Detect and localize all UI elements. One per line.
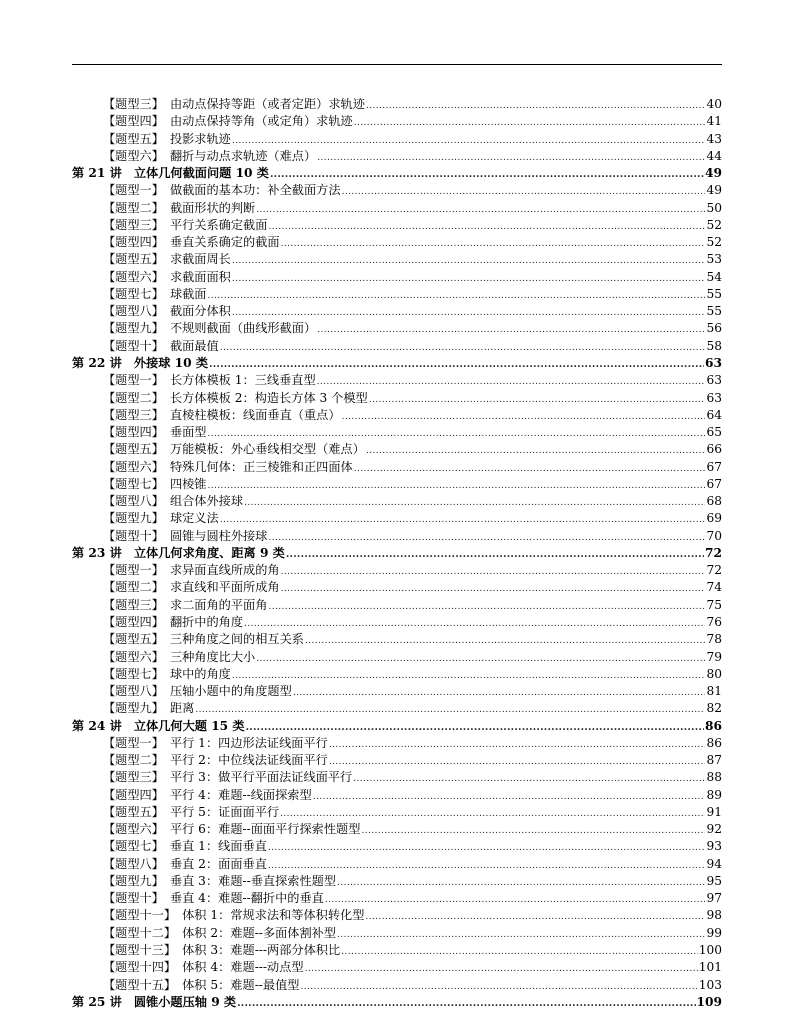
- page-number: 55: [706, 304, 722, 319]
- toc-label: [103, 562, 280, 579]
- question-type-tag: 【题型六】: [103, 148, 164, 163]
- toc-title: 平行 4：难题--线面探索型: [169, 787, 312, 802]
- page-number: 41: [706, 114, 722, 129]
- toc-entry-row[interactable]: [72, 562, 722, 579]
- toc-title: 做截面的基本功：补全截面方法: [169, 183, 341, 198]
- page-number: 89: [706, 787, 722, 802]
- page-number: 99: [706, 925, 722, 940]
- toc-entry-row[interactable]: [72, 424, 722, 441]
- toc-label: [103, 873, 336, 890]
- toc-title: 立体几何截面问题 10 类: [133, 166, 269, 181]
- question-type-tag: 【题型六】: [103, 269, 164, 284]
- question-type-tag: 【题型八】: [103, 856, 164, 871]
- toc-label: [103, 925, 336, 942]
- toc-title: 翻折中的角度: [169, 614, 244, 629]
- toc-entry-row[interactable]: [72, 131, 722, 148]
- toc-title: 由动点保持等角（或定角）求轨迹: [169, 114, 353, 129]
- toc-title: 压轴小题中的角度题型: [169, 684, 292, 699]
- question-type-tag: 【题型二】: [103, 580, 164, 595]
- question-type-tag: 【题型七】: [103, 286, 164, 301]
- question-type-tag: 【题型七】: [103, 839, 164, 854]
- toc-title: 平行 6：难题--面面平行探索性题型: [169, 822, 361, 837]
- page-number: 44: [706, 148, 722, 163]
- toc-title: 垂直 3：难题--垂直探索性题型: [169, 873, 337, 888]
- toc-label: [103, 510, 219, 527]
- chapter-number: 第 25 讲: [72, 994, 122, 1009]
- question-type-tag: 【题型十二】: [103, 925, 177, 940]
- question-type-tag: 【题型七】: [103, 476, 164, 491]
- toc-entry-row[interactable]: [72, 735, 722, 752]
- toc-label: [103, 148, 316, 165]
- toc-entry-row[interactable]: [72, 251, 722, 268]
- toc-label: [103, 372, 316, 389]
- toc-entry-row[interactable]: [72, 769, 722, 786]
- question-type-tag: 【题型五】: [103, 632, 164, 647]
- toc-entry-row[interactable]: [72, 234, 722, 251]
- toc-chapter-row[interactable]: [72, 165, 722, 182]
- dot-leader: [286, 546, 704, 563]
- toc-entry-row[interactable]: [72, 320, 722, 337]
- question-type-tag: 【题型三】: [103, 407, 164, 422]
- page-number: 92: [706, 822, 722, 837]
- question-type-tag: 【题型三】: [103, 770, 164, 785]
- toc-label: [103, 666, 231, 683]
- toc-label: [103, 769, 352, 786]
- question-type-tag: 【题型七】: [103, 666, 164, 681]
- toc-entry-row[interactable]: [72, 303, 722, 320]
- question-type-tag: 【题型九】: [103, 321, 164, 336]
- toc-label: [103, 269, 231, 286]
- question-type-tag: 【题型五】: [103, 442, 164, 457]
- toc-title: 直棱柱模板：线面垂直（重点）: [169, 407, 341, 422]
- toc-title: 球中的角度: [169, 666, 231, 681]
- page-number: 76: [706, 614, 722, 629]
- toc-entry-row[interactable]: [72, 182, 722, 199]
- header-rule: [72, 64, 722, 65]
- toc-chapter-row[interactable]: [72, 994, 722, 1011]
- toc-title: 三种角度比大小: [169, 649, 256, 664]
- question-type-tag: 【题型十五】: [103, 977, 177, 992]
- toc-label: [103, 597, 267, 614]
- page-number: 65: [706, 425, 722, 440]
- toc-entry-row[interactable]: [72, 856, 722, 873]
- question-type-tag: 【题型四】: [103, 787, 164, 802]
- toc-title: 体积 5：难题--最值型: [182, 977, 300, 992]
- question-type-tag: 【题型十四】: [103, 960, 177, 975]
- toc-label: [103, 649, 255, 666]
- toc-entry-row[interactable]: [72, 683, 722, 700]
- page-number: 54: [706, 269, 722, 284]
- toc-entry-row[interactable]: [72, 804, 722, 821]
- question-type-tag: 【题型一】: [103, 183, 164, 198]
- page-number: 78: [706, 632, 722, 647]
- question-type-tag: 【题型六】: [103, 649, 164, 664]
- toc-label: [103, 787, 312, 804]
- toc-title: 距离: [169, 701, 195, 716]
- toc-entry-row[interactable]: [72, 372, 722, 389]
- toc-title: 组合体外接球: [169, 494, 244, 509]
- page-number: 63: [706, 373, 722, 388]
- toc-entry-row[interactable]: [72, 148, 722, 165]
- page-number: 67: [706, 476, 722, 491]
- toc-title: 平行 2：中位线法证线面平行: [169, 753, 328, 768]
- toc-label: [103, 579, 280, 596]
- toc-title: 垂直 1：线面垂直: [169, 839, 267, 854]
- page-number: 58: [706, 338, 722, 353]
- page-number: 49: [705, 166, 722, 181]
- toc-title: 求直线和平面所成角: [169, 580, 280, 595]
- toc-label: [103, 200, 255, 217]
- toc-label: [103, 977, 300, 994]
- toc-label: [103, 217, 267, 234]
- toc-entry-row[interactable]: [72, 579, 722, 596]
- toc-label: [103, 476, 207, 493]
- toc-entry-row[interactable]: [72, 200, 722, 217]
- toc-label: [103, 441, 365, 458]
- toc-entry-row[interactable]: [72, 907, 722, 924]
- page-number: 86: [706, 735, 722, 750]
- page-number: 74: [706, 580, 722, 595]
- toc-title: 体积 3：难题---两部分体积比: [182, 943, 341, 958]
- toc-label: [72, 355, 208, 372]
- page-number: 50: [706, 200, 722, 215]
- toc-entry-row[interactable]: [72, 96, 722, 113]
- toc-title: 体积 2：难题--多面体割补型: [182, 925, 337, 940]
- toc-entry-row[interactable]: [72, 649, 722, 666]
- page-number: 43: [706, 131, 722, 146]
- dot-leader: [270, 166, 704, 183]
- page-number: 52: [706, 217, 722, 232]
- page-number: 88: [706, 770, 722, 785]
- toc-entry-row[interactable]: [72, 390, 722, 407]
- toc-entry-row[interactable]: [72, 476, 722, 493]
- page-number: 101: [698, 960, 722, 975]
- toc-entry-row[interactable]: [72, 614, 722, 631]
- question-type-tag: 【题型四】: [103, 614, 164, 629]
- page-number: 75: [706, 597, 722, 612]
- dot-leader: [246, 719, 704, 736]
- toc-title: 求截面面积: [169, 269, 231, 284]
- question-type-tag: 【题型十三】: [103, 943, 177, 958]
- toc-label: [103, 303, 231, 320]
- page-number: 91: [706, 804, 722, 819]
- page-number: 97: [706, 891, 722, 906]
- toc-entry-row[interactable]: [72, 959, 722, 976]
- toc-title: 特殊几何体：正三棱锥和正四面体: [169, 459, 353, 474]
- question-type-tag: 【题型五】: [103, 804, 164, 819]
- toc-label: [103, 131, 231, 148]
- toc-label: [103, 493, 243, 510]
- toc-label: [72, 994, 236, 1011]
- question-type-tag: 【题型六】: [103, 822, 164, 837]
- toc-title: 平行关系确定截面: [169, 217, 268, 232]
- toc-entry-row[interactable]: [72, 890, 722, 907]
- toc-entry-row[interactable]: [72, 787, 722, 804]
- toc-title: 截面分体积: [169, 304, 231, 319]
- page-number: 68: [706, 494, 722, 509]
- toc-label: [103, 113, 353, 130]
- page-number: 53: [706, 252, 722, 267]
- toc-entry-row[interactable]: [72, 700, 722, 717]
- question-type-tag: 【题型四】: [103, 114, 164, 129]
- toc-label: [103, 890, 324, 907]
- toc-label: [103, 907, 364, 924]
- toc-title: 截面形状的判断: [169, 200, 256, 215]
- toc-title: 求截面周长: [169, 252, 231, 267]
- page-number: 100: [698, 943, 722, 958]
- toc-title: 体积 4：难题---动点型: [182, 960, 304, 975]
- page-number: 63: [706, 390, 722, 405]
- toc-label: [103, 182, 341, 199]
- page-number: 95: [706, 873, 722, 888]
- toc-label: [103, 821, 360, 838]
- toc-chapter-row[interactable]: [72, 355, 722, 372]
- question-type-tag: 【题型十】: [103, 338, 164, 353]
- chapter-number: 第 22 讲: [72, 355, 122, 370]
- toc-title: 投影求轨迹: [169, 131, 231, 146]
- toc-label: [103, 752, 328, 769]
- question-type-tag: 【题型一】: [103, 373, 164, 388]
- chapter-number: 第 23 讲: [72, 545, 122, 560]
- question-type-tag: 【题型一】: [103, 735, 164, 750]
- page-number: 40: [706, 97, 722, 111]
- toc-title: 立体几何大题 15 类: [133, 718, 245, 733]
- page-number: 72: [705, 545, 722, 560]
- question-type-tag: 【题型八】: [103, 494, 164, 509]
- toc-title: 求异面直线所成的角: [169, 563, 280, 578]
- page-number: 70: [706, 528, 722, 543]
- toc-entry-row[interactable]: [72, 493, 722, 510]
- page-number: 69: [706, 511, 722, 526]
- question-type-tag: 【题型二】: [103, 753, 164, 768]
- toc-entry-row[interactable]: [72, 113, 722, 130]
- toc-title: 求二面角的平面角: [169, 597, 268, 612]
- toc-label: [103, 942, 340, 959]
- toc-label: [103, 390, 368, 407]
- question-type-tag: 【题型十】: [103, 891, 164, 906]
- dot-leader: [237, 995, 695, 1012]
- toc-title: 垂直关系确定的截面: [169, 235, 280, 250]
- page-number: 72: [706, 563, 722, 578]
- chapter-number: 第 21 讲: [72, 166, 122, 181]
- page-number: 86: [705, 718, 722, 733]
- toc-label: [103, 631, 304, 648]
- toc-title: 长方体模板 2：构造长方体 3 个模型: [169, 390, 368, 405]
- toc-entry-row[interactable]: [72, 269, 722, 286]
- toc-entry-row[interactable]: [72, 821, 722, 838]
- page-number: 56: [706, 321, 722, 336]
- page-number: 80: [706, 666, 722, 681]
- toc-entry-row[interactable]: [72, 977, 722, 994]
- page-number: 98: [706, 908, 722, 923]
- toc-title: 球定义法: [169, 511, 219, 526]
- question-type-tag: 【题型八】: [103, 684, 164, 699]
- dot-leader: [209, 356, 704, 373]
- question-type-tag: 【题型三】: [103, 597, 164, 612]
- toc-title: 长方体模板 1：三线垂直型: [169, 373, 316, 388]
- question-type-tag: 【题型三】: [103, 97, 164, 111]
- page-number: 67: [706, 459, 722, 474]
- toc-title: 三种角度之间的相互关系: [169, 632, 304, 647]
- toc-entry-row[interactable]: [72, 666, 722, 683]
- toc-title: 平行 5：证面面平行: [169, 804, 280, 819]
- toc-title: 平行 3：做平行平面法证线面平行: [169, 770, 353, 785]
- toc-label: [103, 838, 267, 855]
- page-number: 87: [706, 753, 722, 768]
- toc-entry-row[interactable]: [72, 407, 722, 424]
- page-number: 52: [706, 235, 722, 250]
- question-type-tag: 【题型三】: [103, 217, 164, 232]
- toc-entry-row[interactable]: [72, 217, 722, 234]
- question-type-tag: 【题型十】: [103, 528, 164, 543]
- question-type-tag: 【题型四】: [103, 425, 164, 440]
- page-number: 79: [706, 649, 722, 664]
- toc-label: [103, 700, 194, 717]
- toc-entry-row[interactable]: [72, 752, 722, 769]
- page-number: 66: [706, 442, 722, 457]
- toc-entry-row[interactable]: [72, 942, 722, 959]
- page-number: 81: [706, 684, 722, 699]
- toc-title: 万能模板：外心垂线相交型（难点）: [169, 442, 365, 457]
- toc-title: 四棱锥: [169, 476, 207, 491]
- toc-label: [103, 856, 267, 873]
- question-type-tag: 【题型一】: [103, 563, 164, 578]
- toc-label: [103, 459, 353, 476]
- page-number: 93: [706, 839, 722, 854]
- toc-title: 不规则截面（曲线形截面）: [169, 321, 317, 336]
- toc-entry-row[interactable]: [72, 510, 722, 527]
- page-number: 63: [705, 355, 722, 370]
- question-type-tag: 【题型九】: [103, 511, 164, 526]
- toc-title: 垂面型: [169, 425, 207, 440]
- page-number: 49: [706, 183, 722, 198]
- toc-chapter-row[interactable]: [72, 545, 722, 562]
- question-type-tag: 【题型二】: [103, 390, 164, 405]
- toc-label: [103, 338, 219, 355]
- page-number: 94: [706, 856, 722, 871]
- toc-entry-row[interactable]: [72, 631, 722, 648]
- toc-title: 翻折与动点求轨迹（难点）: [169, 148, 317, 163]
- toc-label: [103, 735, 328, 752]
- table-of-contents: [72, 96, 722, 1011]
- question-type-tag: 【题型四】: [103, 235, 164, 250]
- page-number: 55: [706, 286, 722, 301]
- toc-label: [103, 683, 292, 700]
- page-number: 64: [706, 407, 722, 422]
- toc-label: [103, 614, 243, 631]
- toc-label: [103, 424, 207, 441]
- toc-label: [103, 251, 231, 268]
- toc-title: 球截面: [169, 286, 207, 301]
- question-type-tag: 【题型二】: [103, 200, 164, 215]
- toc-entry-row[interactable]: [72, 459, 722, 476]
- page-number: 82: [706, 701, 722, 716]
- question-type-tag: 【题型五】: [103, 131, 164, 146]
- toc-title: 平行 1：四边形法证线面平行: [169, 735, 328, 750]
- page-number: 109: [696, 994, 722, 1009]
- toc-title: 体积 1：常规求法和等体积转化型: [182, 908, 365, 923]
- toc-label: [103, 234, 280, 251]
- question-type-tag: 【题型九】: [103, 701, 164, 716]
- toc-label: [103, 959, 304, 976]
- chapter-number: 第 24 讲: [72, 718, 122, 733]
- toc-title: 外接球 10 类: [133, 355, 209, 370]
- toc-entry-row[interactable]: [72, 873, 722, 890]
- toc-title: 截面最值: [169, 338, 219, 353]
- toc-entry-row[interactable]: [72, 338, 722, 355]
- toc-entry-row[interactable]: [72, 838, 722, 855]
- toc-entry-row[interactable]: [72, 597, 722, 614]
- question-type-tag: 【题型十一】: [103, 908, 177, 923]
- toc-label: [103, 96, 365, 113]
- toc-label: [103, 286, 207, 303]
- toc-label: [72, 545, 285, 562]
- toc-label: [72, 718, 245, 735]
- toc-chapter-row[interactable]: [72, 718, 722, 735]
- toc-entry-row[interactable]: [72, 286, 722, 303]
- toc-title: 圆锥小题压轴 9 类: [133, 994, 237, 1009]
- question-type-tag: 【题型六】: [103, 459, 164, 474]
- question-type-tag: 【题型八】: [103, 304, 164, 319]
- toc-label: [103, 407, 341, 424]
- toc-title: 垂直 2：面面垂直: [169, 856, 267, 871]
- page-number: 103: [698, 977, 722, 992]
- toc-label: [103, 320, 316, 337]
- toc-label: [72, 165, 269, 182]
- toc-title: 圆锥与圆柱外接球: [169, 528, 268, 543]
- toc-entry-row[interactable]: [72, 441, 722, 458]
- toc-entry-row[interactable]: [72, 528, 722, 545]
- toc-title: 由动点保持等距（或者定距）求轨迹: [169, 97, 365, 111]
- question-type-tag: 【题型五】: [103, 252, 164, 267]
- toc-title: 立体几何求角度、距离 9 类: [133, 545, 285, 560]
- toc-entry-row[interactable]: [72, 925, 722, 942]
- toc-label: [103, 804, 279, 821]
- toc-label: [103, 528, 267, 545]
- toc-title: 垂直 4：难题--翻折中的垂直: [169, 891, 324, 906]
- question-type-tag: 【题型九】: [103, 873, 164, 888]
